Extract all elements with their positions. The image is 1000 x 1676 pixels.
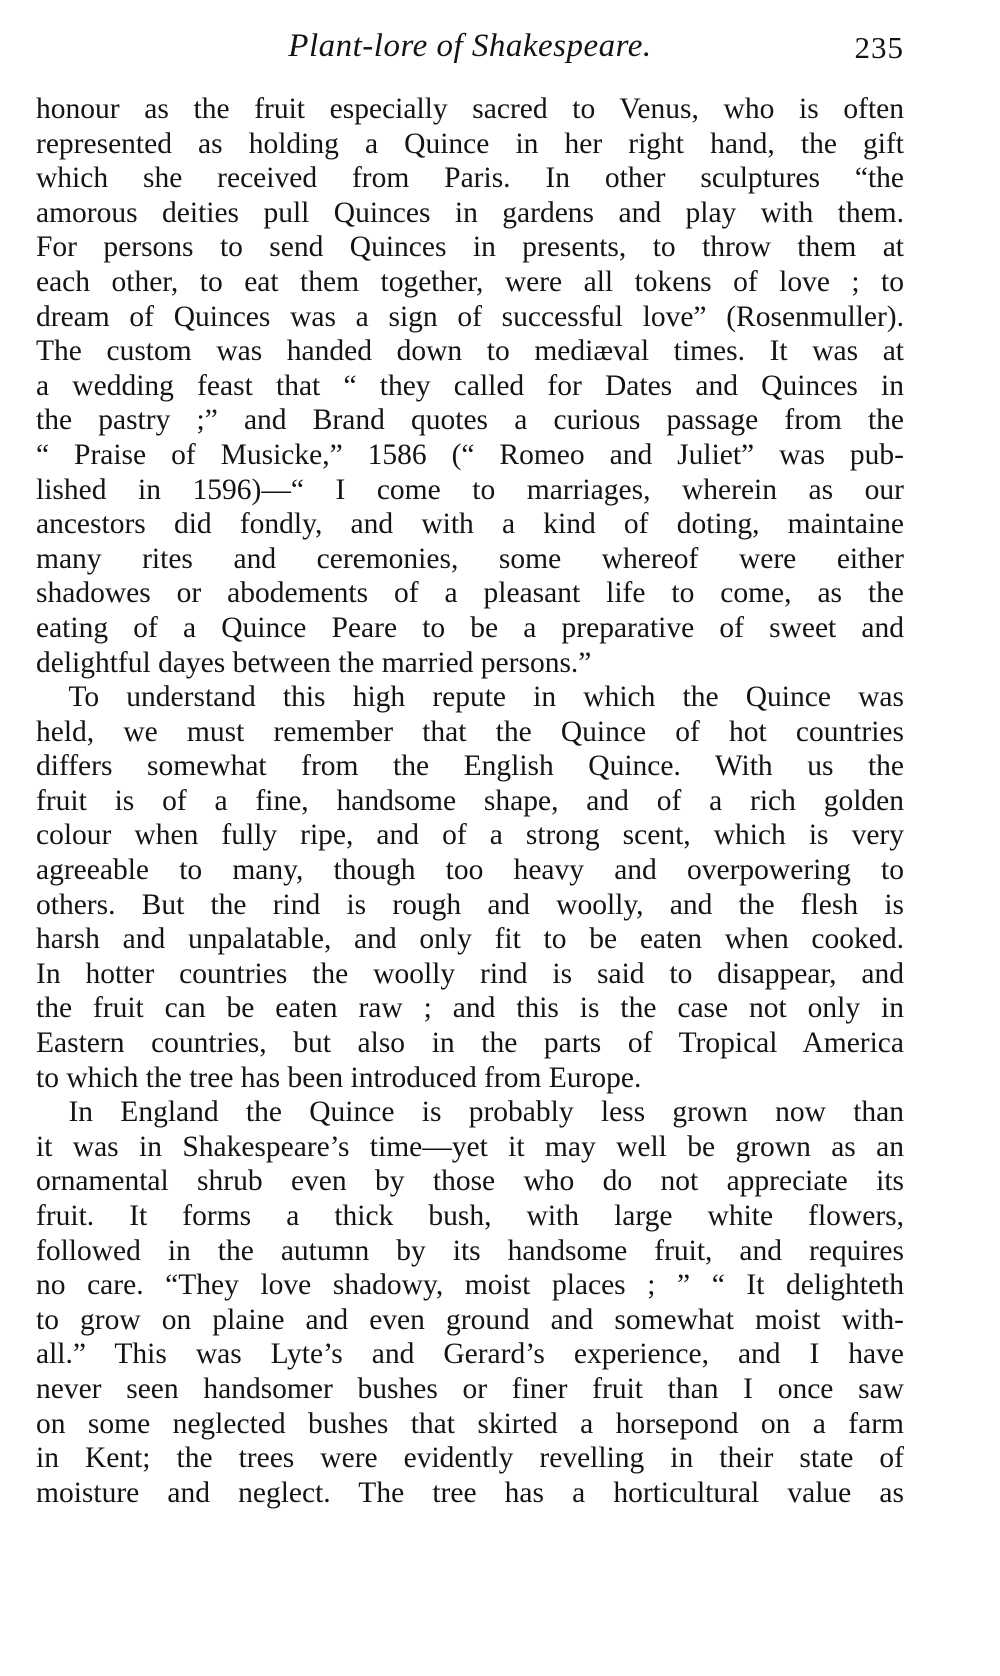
text-line: “ Praise of Musicke,” 1586 (“ Romeo and Juliet” was pub-: [36, 438, 904, 471]
text-line: For persons to send Quinces in presents, to throw them at: [36, 231, 904, 264]
text-line: to which the tree has been introduced from Europe.: [36, 1061, 642, 1094]
body-text: [36, 92, 904, 1510]
book-page: [36, 28, 904, 1510]
text-line: followed in the autumn by its handsome fruit, and requires: [36, 1234, 904, 1267]
page-number: 235: [854, 30, 904, 65]
text-line: In England the Quince is probably less grown now than: [68, 1096, 904, 1129]
text-line: amorous deities pull Quinces in gardens and play with them.: [36, 196, 904, 229]
text-line: it was in Shakespeare’s time—yet it may well be grown as an: [36, 1130, 904, 1163]
text-line: colour when fully ripe, and of a strong scent, which is very: [36, 819, 904, 852]
paragraph: [36, 1095, 904, 1510]
text-line: fruit is of a fine, handsome shape, and of a rich golden: [36, 784, 904, 817]
text-line: all.” This was Lyte’s and Gerard’s experience, and I have: [36, 1338, 904, 1371]
text-line: in Kent; the trees were evidently revelling in their state of: [36, 1442, 904, 1475]
text-line: many rites and ceremonies, some whereof were either: [36, 542, 904, 575]
text-line: never seen handsomer bushes or finer fruit than I once saw: [36, 1372, 904, 1405]
text-line: ancestors did fondly, and with a kind of doting, maintaine: [36, 508, 904, 541]
text-line: To understand this high repute in which the Quince was: [68, 681, 904, 714]
text-line: harsh and unpalatable, and only fit to be eaten when cooked.: [36, 923, 904, 956]
text-line: the pastry ;” and Brand quotes a curious passage from the: [36, 404, 904, 437]
text-line: delightful dayes between the married persons.”: [36, 646, 592, 679]
text-line: agreeable to many, though too heavy and overpowering to: [36, 854, 904, 887]
text-line: on some neglected bushes that skirted a horsepond on a farm: [36, 1407, 904, 1440]
text-line: others. But the rind is rough and woolly, and the flesh is: [36, 888, 904, 921]
text-line: ornamental shrub even by those who do not appreciate its: [36, 1165, 904, 1198]
text-line: lished in 1596)—“ I come to marriages, wherein as our: [36, 473, 904, 506]
text-line: a wedding feast that “ they called for Dates and Quinces in: [36, 369, 904, 402]
text-line: which she received from Paris. In other sculptures “the: [36, 162, 904, 195]
text-line: shadowes or abodements of a pleasant life to come, as the: [36, 577, 904, 610]
running-title: Plant-lore of Shakespeare.: [288, 28, 652, 64]
text-line: eating of a Quince Peare to be a preparative of sweet and: [36, 611, 904, 644]
text-line: honour as the fruit especially sacred to Venus, who is often: [36, 93, 904, 125]
text-line: In hotter countries the woolly rind is said to disappear, and: [36, 957, 904, 990]
text-line: represented as holding a Quince in her right hand, the gift: [36, 127, 904, 160]
text-line: differs somewhat from the English Quince. With us the: [36, 750, 904, 783]
text-line: held, we must remember that the Quince of hot countries: [36, 715, 904, 748]
paragraph: [36, 92, 904, 680]
text-line: the fruit can be eaten raw ; and this is the case not only in: [36, 992, 904, 1025]
text-line: no care. “They love shadowy, moist places ; ” “ It delighteth: [36, 1269, 904, 1302]
paragraph: [36, 680, 904, 1095]
text-line: dream of Quinces was a sign of successful love” (Rosenmuller).: [36, 300, 904, 333]
text-line: Eastern countries, but also in the parts of Tropical America: [36, 1027, 904, 1060]
text-line: The custom was handed down to mediæval times. It was at: [36, 335, 904, 368]
text-line: to grow on plaine and even ground and somewhat moist with-: [36, 1303, 904, 1336]
text-line: fruit. It forms a thick bush, with large white flowers,: [36, 1200, 904, 1232]
text-line: moisture and neglect. The tree has a horticultural value as: [36, 1476, 904, 1509]
page-header: [36, 28, 904, 92]
text-line: each other, to eat them together, were all tokens of love ; to: [36, 265, 904, 298]
